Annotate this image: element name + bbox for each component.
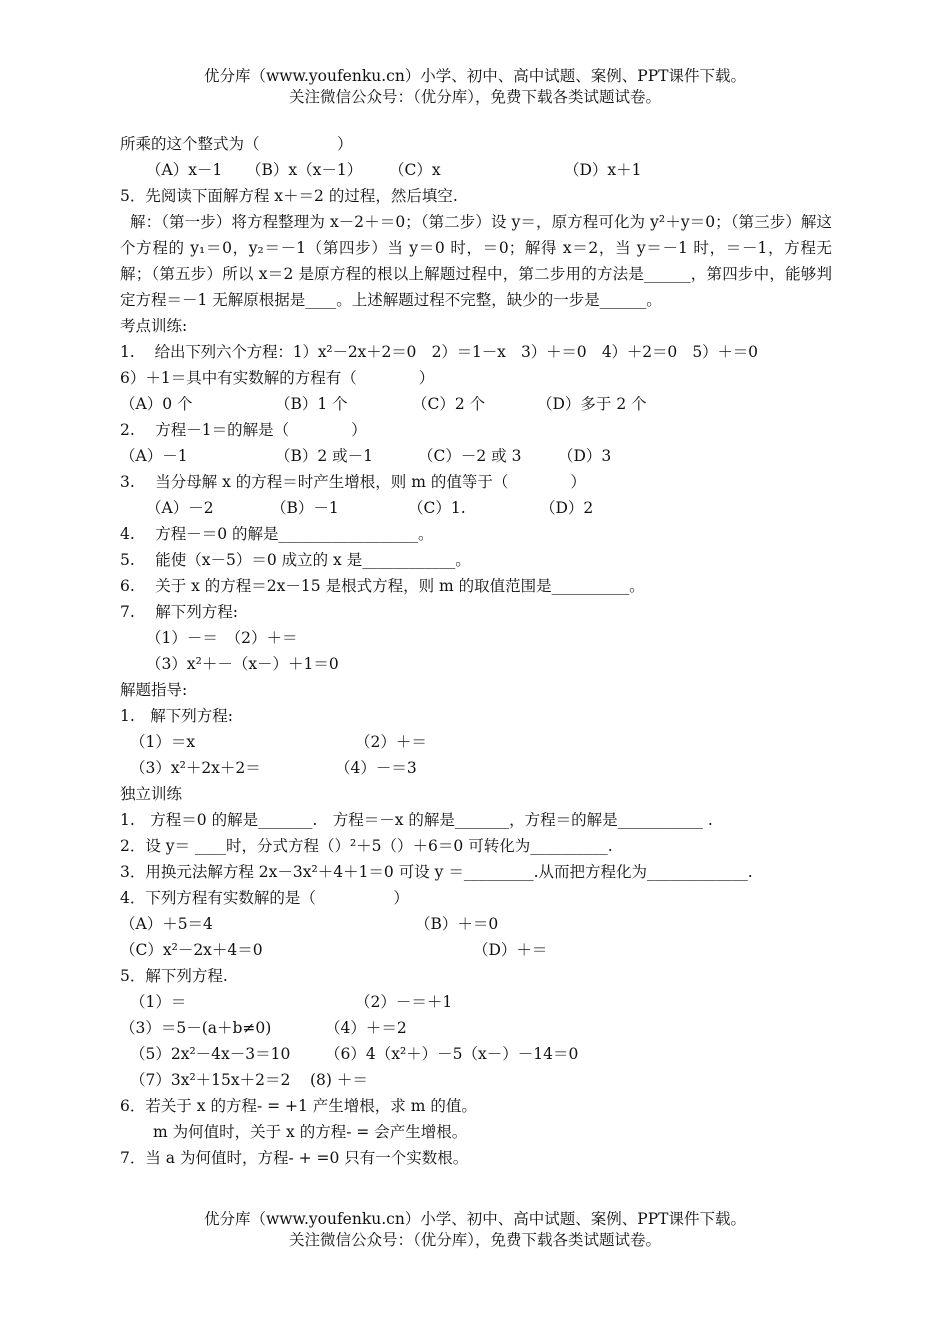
k2-option-d: （D）3 — [558, 447, 612, 465]
q5-solution-paragraph: 解：（第一步）将方程整理为 x－2＋＝0；（第二步）设 y＝，原方程可化为 y²＋y＝0；（第三步）解这个方程的 y₁＝0，y₂＝－1（第四步）当 y＝0 时，＝0；解得 x＝2，当 y＝－1 时，＝－1，方程无解；（第五步）所以 x＝2 是原方程的根以上解题过程中，第二步用的方法是______，第四步中，能够判定方程＝－1 无解原根据是____。上述解题过程不完整，缺少的一步是______。 — [120, 213, 832, 309]
j1-equation-1: （1）＝x — [130, 733, 196, 751]
d5-equation-4: （4）＋＝2 — [325, 1019, 407, 1037]
q4-option-a: （A）x－1 — [146, 161, 223, 179]
header-line-1: 优分库（www.youfenku.cn）小学、初中、高中试题、案例、PPT课件下载。 — [203, 67, 747, 85]
d5-equation-1: （1）＝ — [130, 993, 187, 1011]
footer-line-1: 优分库（www.youfenku.cn）小学、初中、高中试题、案例、PPT课件下载。 — [203, 1210, 747, 1228]
k1-option-a: （A）0 个 — [120, 395, 193, 413]
document-body — [120, 131, 832, 1171]
d3-stem: 3．用换元法解方程 2x－3x²＋4＋1＝0 可设 y ＝_________.从而把方程化为_____________. — [120, 863, 753, 881]
d5-equation-8: (8) ＋＝ — [310, 1071, 368, 1089]
header-line-2: 关注微信公众号：（优分库），免费下载各类试题试卷。 — [288, 88, 661, 106]
d5-equation-3: （3）＝5－(a＋b≠0) — [120, 1019, 272, 1037]
d5-equation-7: （7）3x²＋15x＋2＝2 — [130, 1071, 291, 1089]
k3-options — [120, 495, 832, 521]
k6-stem: 6. 关于 x 的方程＝2x－15 是根式方程，则 m 的取值范围是__________。 — [120, 577, 645, 595]
d4-options-row-2 — [120, 937, 832, 963]
d5-row-2 — [120, 1015, 832, 1041]
k3-stem: 3. 当分母解 x 的方程＝时产生增根，则 m 的值等于（ ） — [120, 473, 586, 491]
d2-stem: 2．设 y＝ ____时，分式方程（）²＋5（）＋6＝0 可转化为__________. — [120, 837, 613, 855]
j1-equation-4: （4）－＝3 — [335, 759, 417, 777]
page-footer — [0, 1209, 950, 1251]
j1-equation-2: （2）＋＝ — [355, 733, 427, 751]
d1-stem: 1. 方程＝0 的解是_______. 方程＝－x 的解是_______，方程＝的解是___________ . — [120, 811, 713, 829]
section-title-guidance: 解题指导: — [120, 681, 188, 699]
d6-stem: 6．若关于 x 的方程- = +1 产生增根，求 m 的值。 — [120, 1097, 477, 1115]
k7-equation-3: （3）x²＋－（x－）＋1＝0 — [146, 655, 339, 673]
j1-equations-row-1 — [120, 729, 832, 755]
k3-option-d: （D）2 — [540, 499, 594, 517]
k2-option-b: （B）2 或－1 — [275, 447, 374, 465]
k2-options — [120, 443, 832, 469]
k4-stem: 4. 方程－＝0 的解是__________________。 — [120, 525, 434, 543]
section-title-independent: 独立训练 — [120, 785, 183, 803]
footer-line-2: 关注微信公众号：（优分库），免费下载各类试题试卷。 — [288, 1231, 661, 1249]
d4-option-d: （D）＋＝ — [473, 941, 548, 959]
k2-option-c: （C）－2 或 3 — [418, 447, 522, 465]
d4-option-b: （B）＋＝0 — [415, 915, 499, 933]
section-title-kaodian: 考点训练: — [120, 317, 188, 335]
q4-option-d: （D）x＋1 — [564, 161, 642, 179]
k1-option-b: （B）1 个 — [275, 395, 348, 413]
j1-equations-row-2 — [120, 755, 832, 781]
d4-options-row-1 — [120, 911, 832, 937]
d4-stem: 4．下列方程有实数解的是（ ） — [120, 889, 409, 907]
j1-stem: 1. 解下列方程: — [120, 707, 234, 725]
q4-options — [120, 157, 832, 183]
d7-stem: 7．当 a 为何值时，方程- + =0 只有一个实数根。 — [120, 1149, 469, 1167]
k2-stem: 2. 方程－1＝的解是（ ） — [120, 421, 367, 439]
q4-stem-end: 所乘的这个整式为（ ） — [120, 135, 353, 153]
k5-stem: 5. 能使（x－5）＝0 成立的 x 是____________。 — [120, 551, 471, 569]
k2-option-a: （A）－1 — [120, 447, 188, 465]
q4-option-b: （B）x（x－1） — [246, 161, 363, 179]
q4-option-c: （C）x — [389, 161, 441, 179]
k1-stem-cont: 6）＋1＝具中有实数解的方程有（ ） — [120, 369, 435, 387]
d4-option-a: （A）＋5＝4 — [120, 915, 213, 933]
k7-stem: 7. 解下列方程: — [120, 603, 238, 621]
d4-option-c: （C）x²－2x＋4＝0 — [120, 941, 263, 959]
k3-option-c: （C）1. — [408, 499, 466, 517]
k3-option-b: （B）－1 — [271, 499, 339, 517]
d5-equation-6: （6）4（x²＋）－5（x－）－14＝0 — [325, 1045, 579, 1063]
j1-equation-3: （3）x²＋2x＋2＝ — [130, 759, 261, 777]
d5-row-1 — [120, 989, 832, 1015]
page-header — [0, 66, 950, 108]
q5-stem: 5．先阅读下面解方程 x＋＝2 的过程，然后填空. — [120, 187, 458, 205]
k1-options — [120, 391, 832, 417]
d5-equation-5: （5）2x²－4x－3＝10 — [130, 1045, 291, 1063]
k1-option-d: （D）多于 2 个 — [537, 395, 647, 413]
d5-row-4 — [120, 1067, 832, 1093]
d5-stem: 5．解下列方程. — [120, 967, 228, 985]
d5-row-3 — [120, 1041, 832, 1067]
k7-equations-1-2: （1）－＝ （2）＋＝ — [146, 629, 298, 647]
k3-option-a: （A）－2 — [146, 499, 214, 517]
k1-stem: 1. 给出下列六个方程：1）x²－2x＋2＝0 2）＝1－x 3）＋＝0 4）＋2＝0 5）＋＝0 — [120, 343, 758, 361]
d6-stem-cont: m 为何值时，关于 x 的方程- = 会产生增根。 — [153, 1123, 468, 1141]
k1-option-c: （C）2 个 — [412, 395, 486, 413]
d5-equation-2: （2）－＝＋1 — [355, 993, 453, 1011]
